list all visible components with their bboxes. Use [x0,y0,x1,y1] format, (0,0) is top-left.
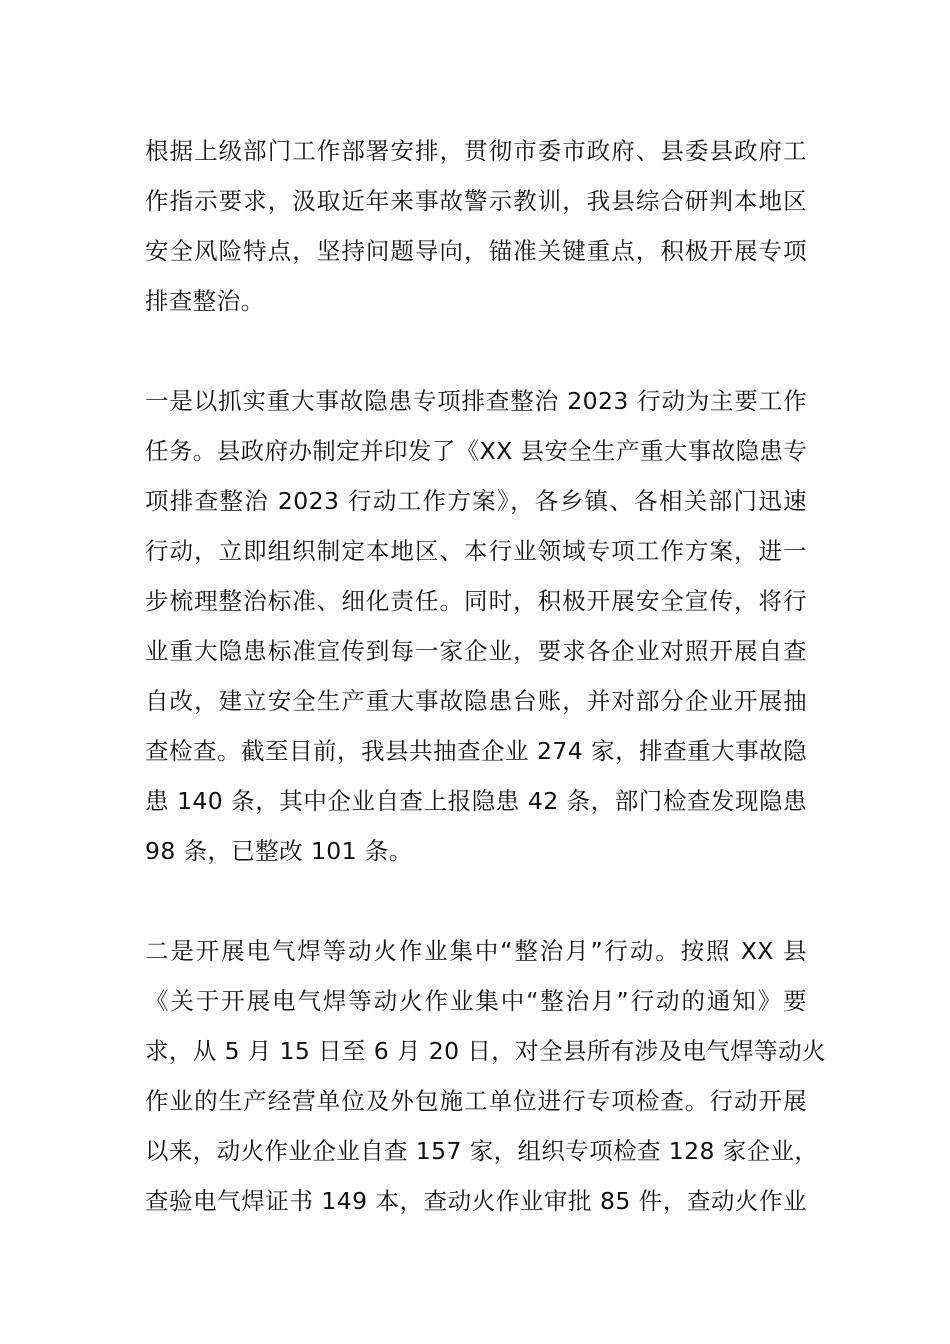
text-line: 患 140 条，其中企业自查上报隐患 42 条，部门检查发现隐患 [145,787,807,815]
text-line: 业重大隐患标准宣传到每一家企业，要求各企业对照开展自查 [145,637,807,665]
text-line: 根据上级部门工作部署安排，贯彻市委市政府、县委县政府工 [145,137,807,165]
text-line: 作业的生产经营单位及外包施工单位进行专项检查。行动开展 [145,1087,807,1115]
text-line: 安全风险特点，坚持问题导向，锚准关键重点，积极开展专项 [145,237,807,265]
text-line: 一是以抓实重大事故隐患专项排查整治 2023 行动为主要工作 [145,387,807,415]
text-line: 《关于开展电气焊等动火作业集中“整治月”行动的通知》要 [145,987,807,1015]
text-line: 98 条，已整改 101 条。 [145,837,413,865]
text-line: 二是开展电气焊等动火作业集中“整治月”行动。按照 XX 县 [145,937,807,965]
text-line: 求，从 5 月 15 日至 6 月 20 日，对全县所有涉及电气焊等动火 [145,1037,826,1065]
text-line: 行动，立即组织制定本地区、本行业领域专项工作方案，进一 [145,537,807,565]
text-line: 以来，动火作业企业自查 157 家，组织专项检查 128 家企业， [145,1137,819,1165]
text-line: 排查整治。 [145,287,265,315]
paragraph-intro [145,126,807,326]
paragraph-item-one [145,376,807,876]
text-line: 任务。县政府办制定并印发了《XX 县安全生产重大事故隐患专 [145,437,808,465]
text-line: 项排查整治 2023 行动工作方案》，各乡镇、各相关部门迅速 [145,487,807,515]
text-line: 作指示要求，汲取近年来事故警示教训，我县综合研判本地区 [145,187,807,215]
text-line: 自改，建立安全生产重大事故隐患台账，并对部分企业开展抽 [145,687,807,715]
text-line: 步梳理整治标准、细化责任。同时，积极开展安全宣传，将行 [145,587,807,615]
paragraph-item-two [145,926,826,1226]
text-line: 查检查。截至目前，我县共抽查企业 274 家，排查重大事故隐 [145,737,807,765]
text-line: 查验电气焊证书 149 本，查动火作业审批 85 件，查动火作业 [145,1187,807,1215]
